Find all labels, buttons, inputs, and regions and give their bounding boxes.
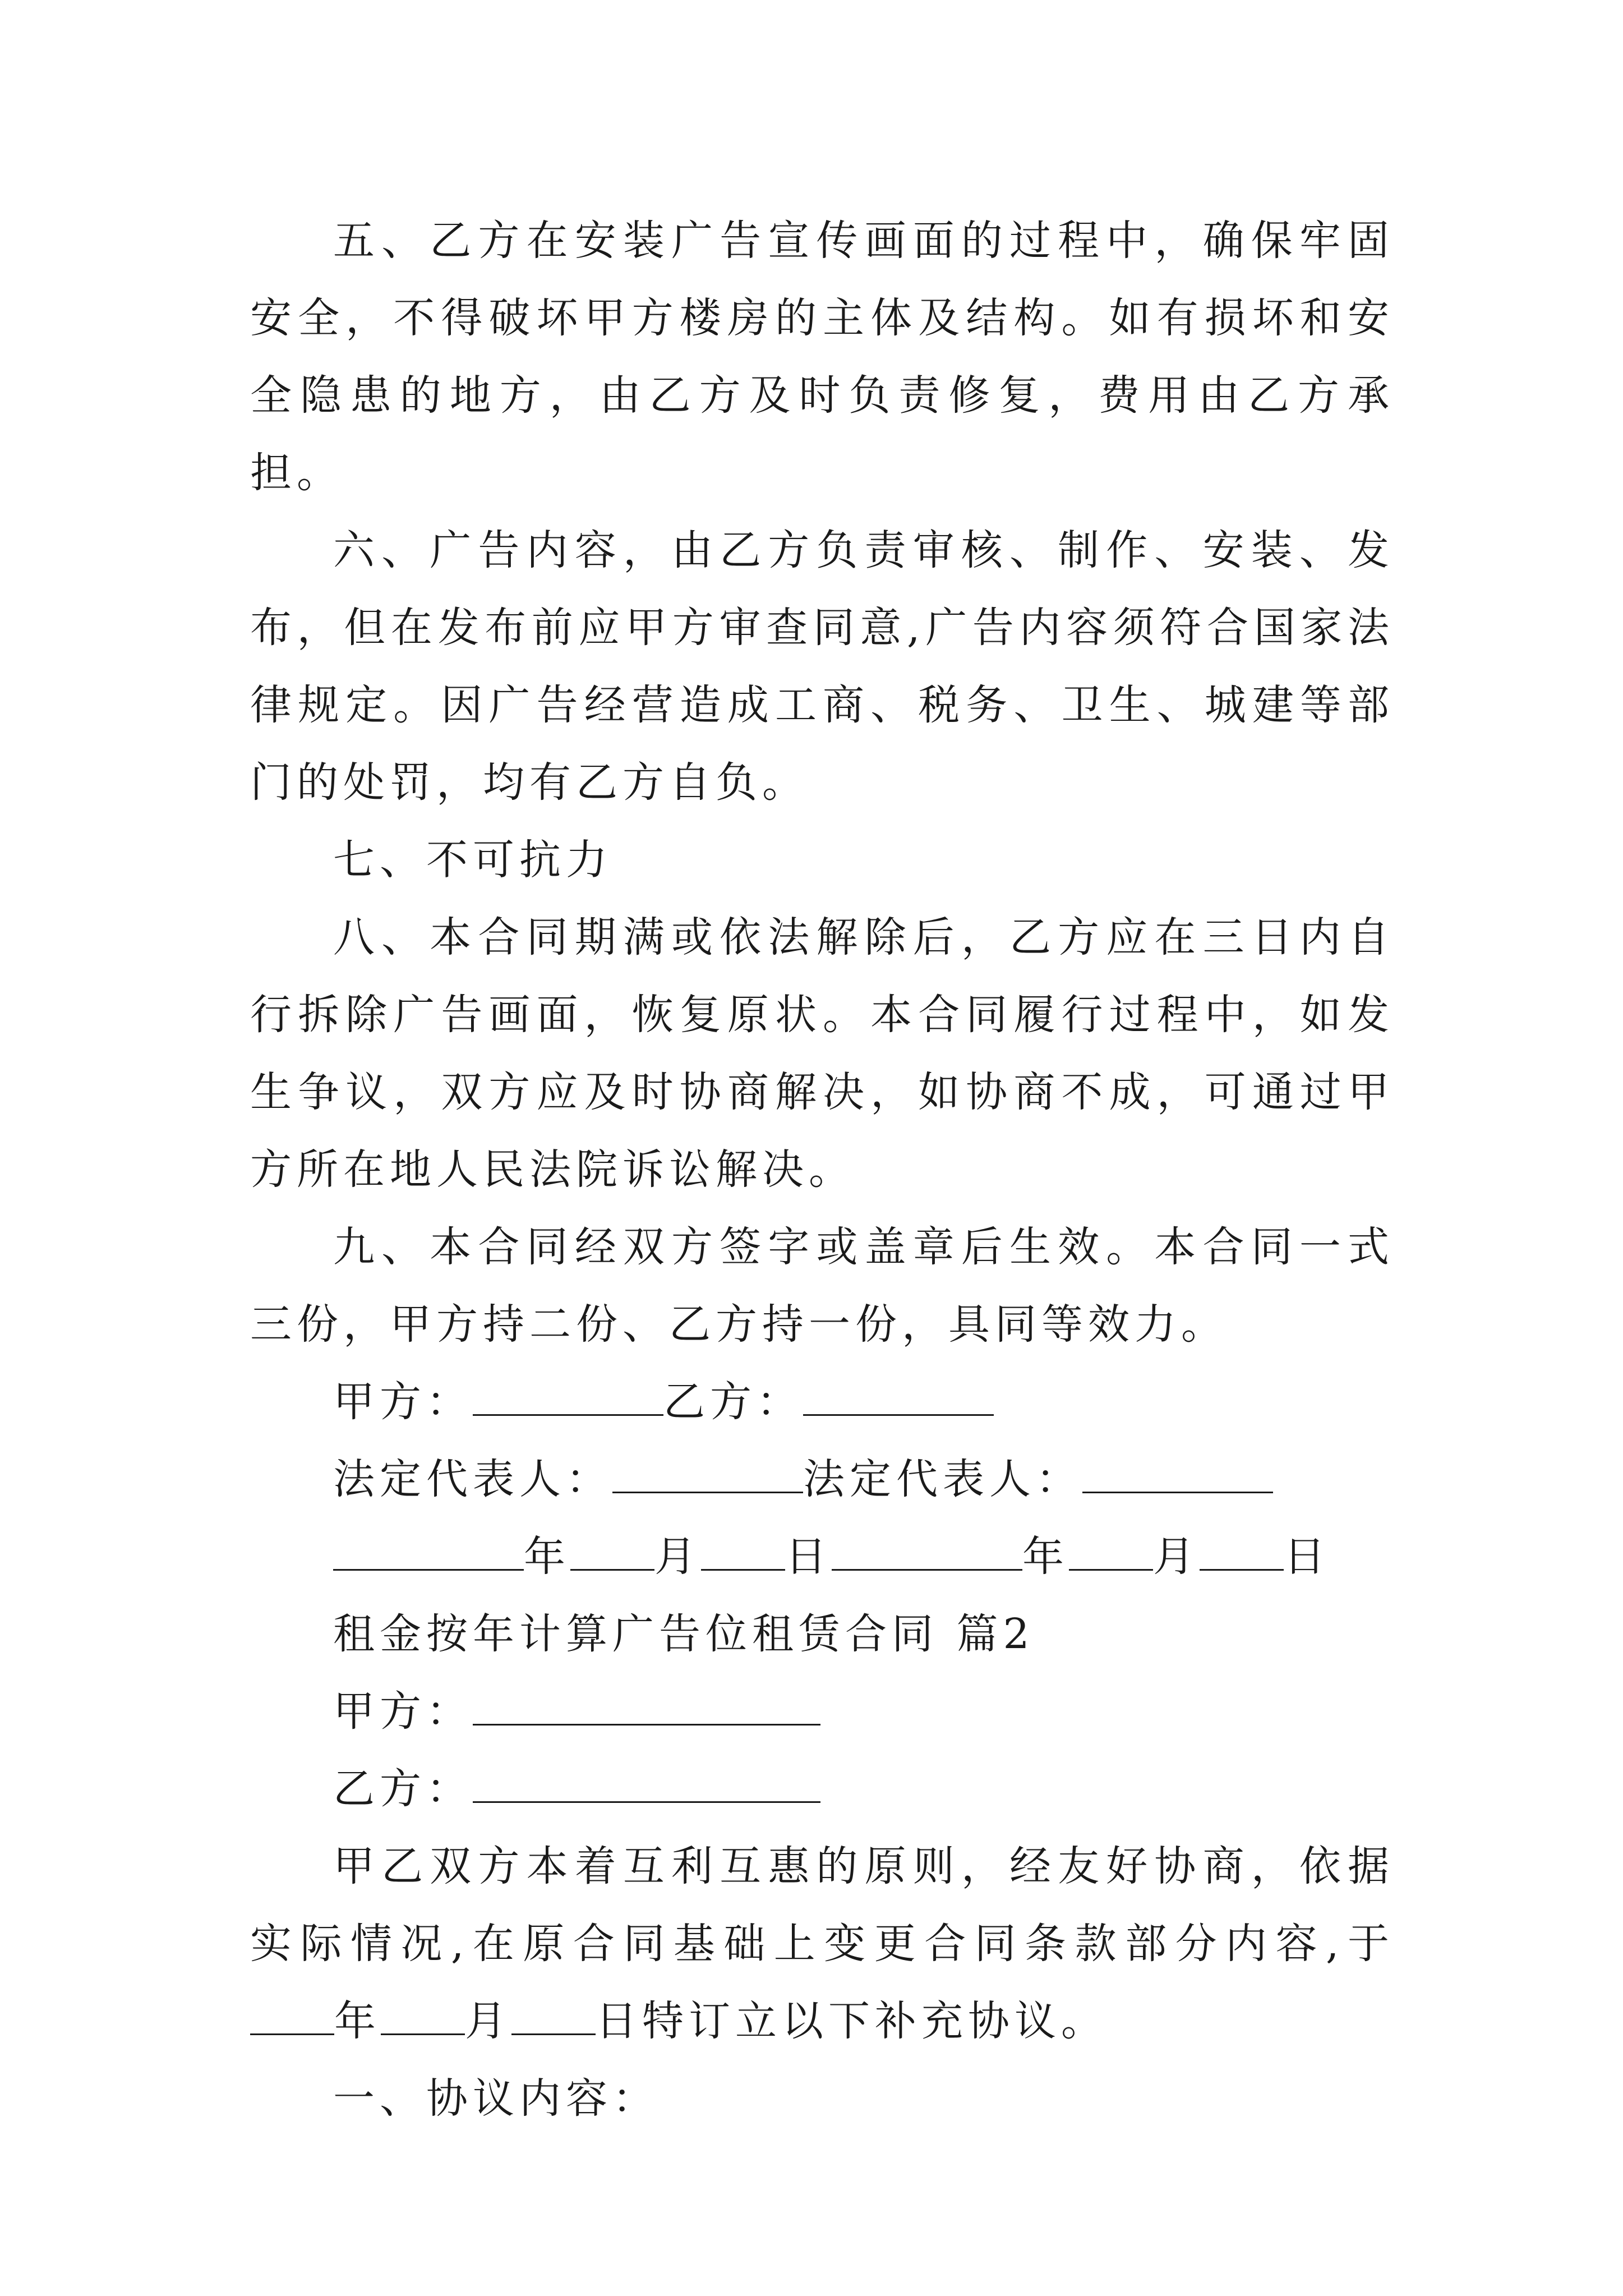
intro-month: 月 [465, 1997, 511, 2045]
intro-year: 年 [334, 1997, 381, 2045]
date-b-month-blank [1069, 1530, 1153, 1571]
intro-month-blank [381, 1994, 465, 2035]
party-b-blank [803, 1375, 994, 1416]
date-b-month: 月 [1153, 1533, 1200, 1581]
section2-party-b-label: 乙方： [333, 1765, 473, 1813]
rep-b-label: 法定代表人： [803, 1455, 1082, 1503]
clause-9: 九、本合同经双方签字或盖章后生效。本合同一式三份，甲方持二份、乙方持一份，具同等效力。 [250, 1223, 1394, 1349]
date-b-year-blank [832, 1530, 1022, 1571]
date-a-day-blank [701, 1530, 785, 1571]
section2-party-b-line [250, 1750, 1394, 1828]
intro-day-blank [511, 1994, 596, 2035]
section2-title: 租金按年计算广告位租赁合同 篇2 [333, 1610, 1035, 1658]
date-b-year: 年 [1022, 1533, 1069, 1581]
rep-b-blank [1082, 1452, 1273, 1493]
signature-representatives-line [250, 1441, 1394, 1518]
date-a-day: 日 [785, 1533, 832, 1581]
date-b-day-blank [1200, 1530, 1284, 1571]
document-page [250, 202, 1394, 2137]
date-a-year-blank [333, 1530, 524, 1571]
date-a-month-blank [570, 1530, 654, 1571]
signature-date-line [250, 1518, 1394, 1595]
clause-8: 八、本合同期满或依法解除后，乙方应在三日内自行拆除广告画面，恢复原状。本合同履行过程中，如发生争议，双方应及时协商解决，如协商不成，可通过甲方所在地人民法院诉讼解决。 [250, 913, 1394, 1194]
intro-year-blank [250, 1994, 334, 2035]
section2-party-b-blank [473, 1762, 820, 1803]
party-a-blank [473, 1375, 663, 1416]
date-b-day: 日 [1284, 1533, 1330, 1581]
party-b-label: 乙方： [663, 1378, 803, 1426]
date-a-month: 月 [654, 1533, 701, 1581]
signature-parties-line [250, 1363, 1394, 1441]
rep-a-label: 法定代表人： [333, 1455, 612, 1503]
section2-party-a-line [250, 1673, 1394, 1750]
clause-7: 七、不可抗力 [333, 836, 612, 884]
party-a-label: 甲方： [333, 1378, 473, 1426]
section2-item-1: 一、协议内容： [333, 2074, 659, 2123]
section2-intro-part2: 日特订立以下补充协议。 [596, 1997, 1108, 2045]
section2-party-a-blank [473, 1685, 820, 1726]
rep-a-blank [612, 1452, 803, 1493]
clause-6: 六、广告内容，由乙方负责审核、制作、安装、发布，但在发布前应甲方审查同意,广告内容须符合国家法律规定。因广告经营造成工商、税务、卫生、城建等部门的处罚，均有乙方自负。 [250, 526, 1394, 807]
section2-intro [250, 1828, 1394, 2060]
section2-party-a-label: 甲方： [333, 1687, 473, 1736]
clause-5: 五、乙方在安装广告宣传画面的过程中，确保牢固安全，不得破坏甲方楼房的主体及结构。如有损坏和安全隐患的地方，由乙方及时负责修复，费用由乙方承担。 [250, 217, 1394, 497]
date-a-year: 年 [524, 1533, 570, 1581]
section2-intro-part1: 甲乙双方本着互利互惠的原则，经友好协商，依据实际情况,在原合同基础上变更合同条款部分内容,于 [250, 1842, 1394, 1968]
